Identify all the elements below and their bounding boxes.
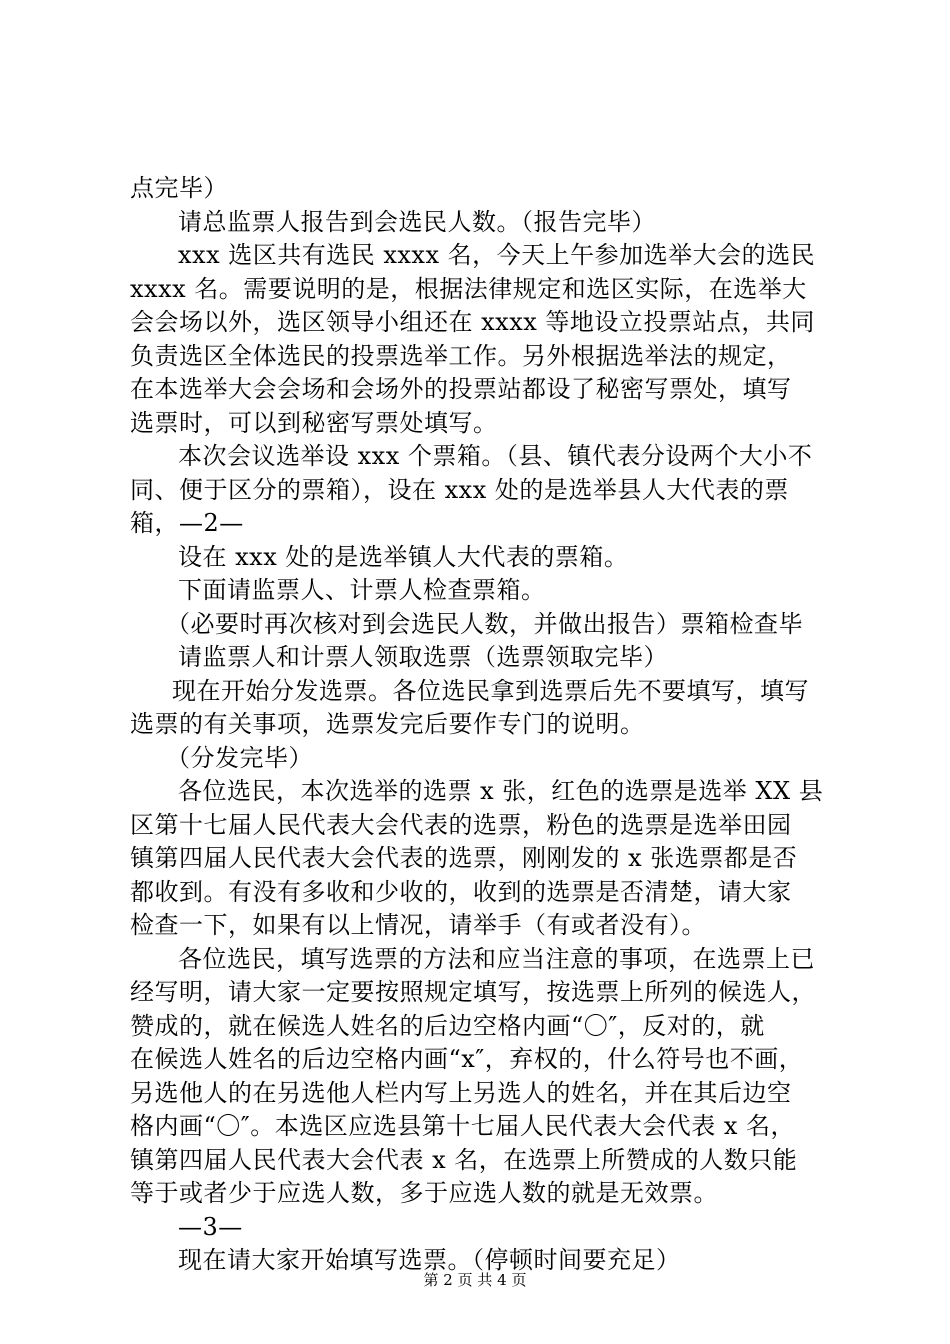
text-line: 现在开始分发选票。各位选民拿到选票后先不要填写，填写 <box>172 676 809 705</box>
text-line: 都收到。有没有多收和少收的，收到的选票是否清楚，请大家 <box>130 877 792 906</box>
text-line: 同、便于区分的票箱），设在 xxx 处的是选举县人大代表的票 <box>130 475 789 504</box>
text-line: xxxx 名。需要说明的是，根据法律规定和选区实际，在选举大 <box>130 274 807 303</box>
text-line: 在候选人姓名的后边空格内画“x″，弃权的，什么符号也不画， <box>130 1045 804 1073</box>
text-line: 镇第四届人民代表大会代表的选票，刚刚发的 x 张选票都是否 <box>130 844 798 872</box>
text-line: 赞成的，就在候选人姓名的后边空格内画“〇″，反对的，就 <box>130 1011 765 1040</box>
page-marker: —3— <box>178 1212 243 1241</box>
text-line: 区第十七届人民代表大会代表的选票，粉色的选票是选举田园 <box>130 810 792 839</box>
text-line: 设在 xxx 处的是选举镇人大代表的票箱。 <box>178 542 629 571</box>
text-line: 格内画“〇″。本选区应选县第十七届人民代表大会代表 x 名， <box>130 1112 796 1140</box>
text-line: xxx 选区共有选民 xxxx 名，今天上午参加选举大会的选民 <box>178 241 816 269</box>
text-line: 各位选民，本次选举的选票 x 张，红色的选票是选举 XX 县 <box>178 777 824 805</box>
text-line: （必要时再次核对到会选民人数，并做出报告）票箱检查毕 <box>166 609 803 638</box>
text-line: 经写明，请大家一定要按照规定填写，按选票上所列的候选人， <box>130 978 816 1006</box>
text-line: 请监票人和计票人领取选票（选票领取完毕） <box>178 643 668 671</box>
page-footer: 第 2 页 共 4 页 <box>423 1271 527 1289</box>
text-line: 选票的有关事项，选票发完后要作专门的说明。 <box>130 710 645 738</box>
text-line: 现在请大家开始填写选票。（停顿时间要充足） <box>178 1246 681 1274</box>
text-line: 选票时，可以到秘密写票处填写。 <box>130 408 498 437</box>
text-line: 箱，—2— <box>130 509 244 537</box>
text-line: 各位选民，填写选票的方法和应当注意的事项，在选票上已 <box>178 944 815 973</box>
text-line: 在本选举大会会场和会场外的投票站都设了秘密写票处，填写 <box>130 375 792 403</box>
text-line: （分发完毕） <box>166 743 313 772</box>
document-body <box>130 172 830 1278</box>
text-line: 另选他人的在另选他人栏内写上另选人的姓名，并在其后边空 <box>130 1078 792 1107</box>
text-line: 负责选区全体选民的投票选举工作。另外根据选举法的规定， <box>130 341 792 370</box>
text-line: 镇第四届人民代表大会代表 x 名，在选票上所赞成的人数只能 <box>130 1145 798 1174</box>
text-line: 请总监票人报告到会选民人数。（报告完毕） <box>178 207 656 236</box>
text-line: 会会场以外，选区领导小组还在 xxxx 等地设立投票站点，共同 <box>130 308 815 336</box>
text-line: 本次会议选举设 xxx 个票箱。（县、镇代表分设两个大小不 <box>178 442 813 470</box>
text-line: 检查一下，如果有以上情况，请举手（有或者没有）。 <box>130 911 706 939</box>
text-line: 点完毕） <box>130 174 228 202</box>
text-line: 等于或者少于应选人数，多于应选人数的就是无效票。 <box>130 1179 718 1207</box>
text-line: 下面请监票人、计票人检查票箱。 <box>178 576 546 604</box>
